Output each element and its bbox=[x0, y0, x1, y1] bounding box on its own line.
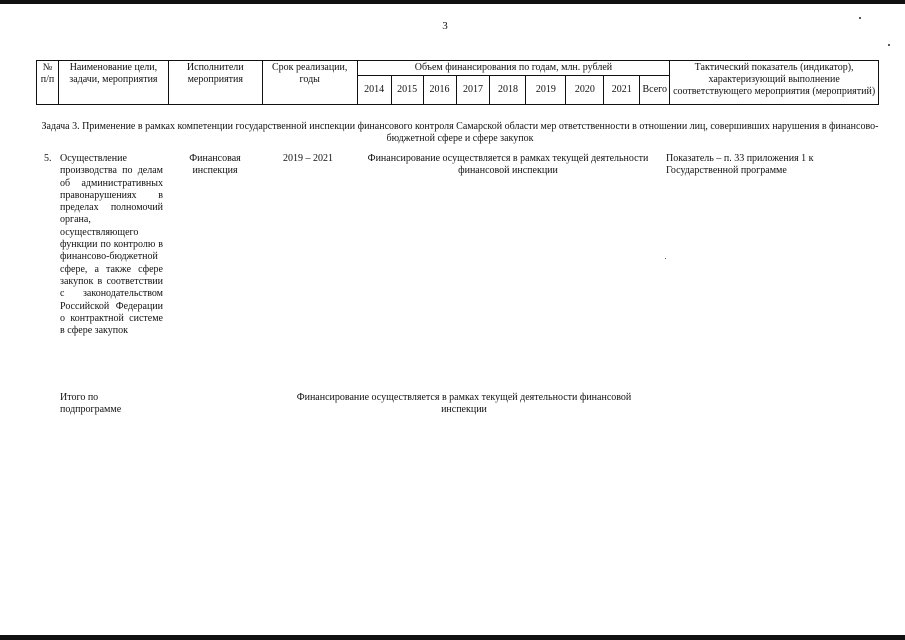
measure-name: Осуществление производства по делам об административных правонарушениях в пределах полномочий органа, осуществляющего функции по контролю в финансово-бюджетной сфере, а также сфере закупок в соответствии с законодательством Российской Федерации о контрактной системе в сфере закупок bbox=[60, 153, 163, 337]
header-period: Срок реализации, годы bbox=[262, 61, 357, 105]
table-header bbox=[36, 60, 879, 105]
header-year: 2021 bbox=[604, 76, 640, 105]
header-year: 2020 bbox=[566, 76, 604, 105]
header-indicator: Тактический показатель (индикатор), характеризующий выполнение соответствующего мероприятия (мероприятий) bbox=[670, 61, 879, 105]
measure-financing: Финансирование осуществляется в рамках текущей деятельности финансовой инспекции bbox=[367, 153, 649, 177]
header-name: Наименование цели, задачи, мероприятия bbox=[58, 61, 168, 105]
header-year: 2018 bbox=[490, 76, 526, 105]
scan-edge-bottom bbox=[0, 635, 905, 640]
header-financing: Объем финансирования по годам, млн. рублей bbox=[357, 61, 670, 76]
header-year: 2017 bbox=[456, 76, 490, 105]
header-num: № п/п bbox=[37, 61, 59, 105]
header-total: Всего bbox=[640, 76, 670, 105]
measure-indicator: Показатель – п. 33 приложения 1 к Государственной программе bbox=[666, 153, 814, 177]
header-year: 2019 bbox=[526, 76, 566, 105]
measure-executor: Финансовая инспекция bbox=[189, 153, 241, 177]
header-executors: Исполнители мероприятия bbox=[168, 61, 262, 105]
task-title: Задача 3. Применение в рамках компетенции государственной инспекции финансового контроля Самарской области мер ответственности в отношении лиц, совершивших нарушения в финансово-бюджетной сфере и сфере закупок bbox=[41, 121, 879, 144]
scan-speck bbox=[859, 17, 861, 19]
measure-period: 2019 – 2021 bbox=[283, 153, 333, 164]
header-year: 2014 bbox=[357, 76, 391, 105]
scan-speck bbox=[888, 44, 890, 46]
header-year: 2015 bbox=[391, 76, 423, 105]
total-financing: Финансирование осуществляется в рамках текущей деятельности финансовой инспекции bbox=[296, 392, 632, 416]
total-label: Итого по подпрограмме bbox=[60, 392, 122, 416]
scan-edge-top bbox=[0, 0, 905, 4]
scan-speck bbox=[665, 258, 666, 259]
row-number: 5. bbox=[44, 153, 52, 164]
page-number: 3 bbox=[442, 20, 448, 32]
header-year: 2016 bbox=[423, 76, 456, 105]
